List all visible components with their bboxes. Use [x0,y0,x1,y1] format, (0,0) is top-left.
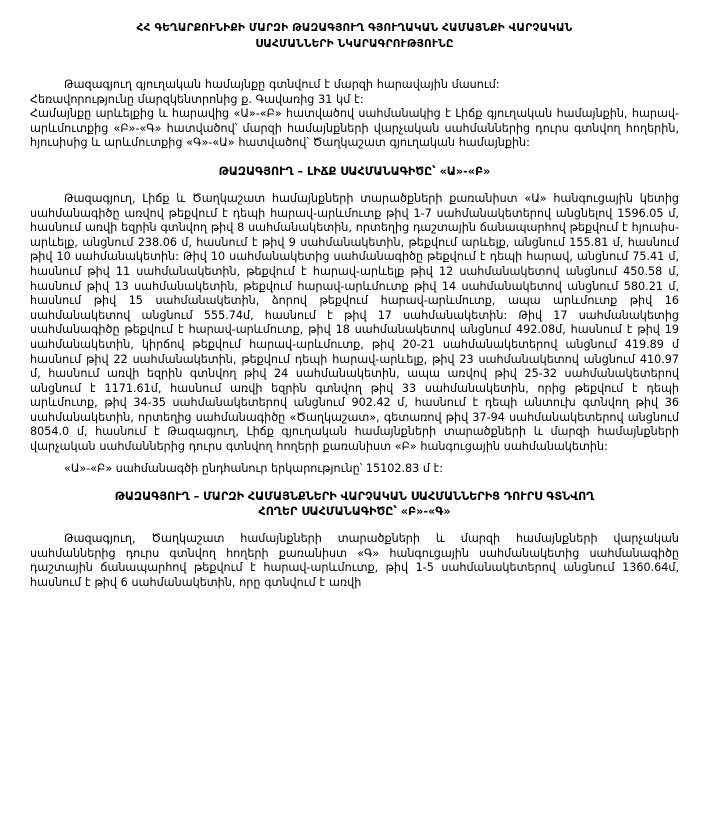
intro-paragraph-1: Թազագյուղ գյուղական համայնքը գտնվում է մարզի հարավային մասում: [64,78,500,91]
section-1-total-length: «Ա»-«Բ» սահմանագծի ընդհանուր երկարությունը՝ 15102.83 մ է: [64,461,444,475]
section-2-heading [30,489,679,519]
section1-heading-spacer-top [30,151,679,164]
section-2-paragraph: Թազագյուղ, Ծաղկաշատ համայնքների տարածքների և մարզի համայնքների վարչական սահմաններից դուրս գտնվող հողերի քառանիստ «Գ» հանգուցային սահմանակետից սահմանագիծը դաշտային ճանապարհով թեքվում է հարավ-արևմուտք, թիվ 1-5 սահմանակետերով անցնում 1360.64մ, հասնում է թիվ 6 սահմանակետին, որը գտնվում է առվի [30,532,679,590]
section-1-heading-line: ԹԱԶԱԳՅՈՒՂ – ԼԻՃՔ ՍԱՀՄԱՆԱԳԻԾԸ՝ «Ա»-«Բ» [218,164,491,178]
intro-paragraph-3: Համայնքը արևելքից և հարավից «Ա»-«Բ» հատվածով սահմանակից է Լիճք գյուղական համայնքին, հարավ-արևմուտքից «Բ»-«Գ» հատվածով՝ մարզի համայնքների վարչական սահմաններից դուրս գտնվող հողերին, հյուսիսից և արևմուտքից «Գ»-«Ա» հատվածով՝ Ծաղկաշատ գյուղական համայնքին: [30,107,679,150]
section-2-heading-line-1: ԹԱԶԱԳՅՈՒՂ – ՄԱՐԶԻ ՀԱՄԱՅՆՔՆԵՐԻ ՎԱՐՉԱԿԱՆ ՍԱՀՄԱՆՆԵՐԻՑ ԴՈՒՐՍ ԳՏՆՎՈՂ [114,490,595,504]
section-2-heading-line-2: ՀՈՂԵՐ ՍԱՀՄԱՆԱԳԻԾԸ՝ «Բ»-«Գ» [258,505,451,519]
intro-paragraph-2: Հեռավորությունը մարզկենտրոնից ք. Գավառից 31 կմ է: [30,92,364,106]
section2-heading-spacer-top [30,476,679,489]
section1-quote-spacer [30,455,679,462]
section-1-paragraph: Թազագյուղ, Լիճք և Ծաղկաշատ համայնքների տարածքների քառանիստ «Ա» հանգուցային կետից սահմանագիծը առվով թեքվում է դեպի հարավ-արևմուտք թիվ 1-7 սահմանակետերով անցնելով 1596.05 մ, հասնում առվի եզրին գտնվող թիվ 8 սահմանակետին, որտեղից դաշտային ճանապարհով թեքվում է հյուսիս-արևելք, անցնում 238.06 մ, հասնում է թիվ 9 սահմանակետին, թեքվում արևելք, անցնում 155.81 մ, հասնում թիվ 10 սահմանակետին: Թիվ 10 սահմանակետից սահմանագիծը թեքվում է դեպի հարավ, անցնում 75.41 մ, հասնում թիվ 11 սահմանակետին, թեքվում է հարավ-արևելք թիվ 12 սահմանակետով անցնում 450.58 մ, հասնում թիվ 13 սահմանակետին, թեքվում հարավ-արևմուտք թիվ 14 սահմանակետով անցնում 580.21 մ, հասնում թիվ 15 սահմանակետին, ձորով թեքվում հարավ-արևմուտք, ապա արևմուտք թիվ 16 սահմանակետով անցնում 555.74մ, հասնում է թիվ 17 սահմանակետին: Թիվ 17 սահմանակետից սահմանագիծը թեքվում է հարավ-արևմուտք, թիվ 18 սահմանակետով անցնում 492.08մ, հասնում է թիվ 19 սահմանակետին, կիրճով թեքվում հարավ-արևմուտք, թիվ 20-21 սահմանակետերով անցնում 419.89 մ հասնում թիվ 22 սահմանակետին, թեքվում դեպի հարավ-արևելք, թիվ 23 սահմանակետով անցնում 410.97 մ, հասնում առվի եզրին գտնվող թիվ 24 սահմանակետին, ապա առվով թիվ 25-32 սահմանակետերով անցնում է 1171.61մ, հասնում առվի եզրին գտնվող թիվ 33 սահմանակետին, որից թեքվում է դեպի արևմուտք, թիվ 34-35 սահմանակետերով անցնում 902.42 մ, հասնում է դեպի անտուխ գտնվող թիվ 36 սահմանակետին, որտեղից սահմանագիծը «Ծաղկաշատ», գետառով թիվ 37-94 սահմանակետերով անցնում 8054.0 մ, հասնում է Թազագյուղ, Լիճք գյուղական համայնքների տարածքների և մարզի համայնքների վարչական սահմաններից դուրս գտնվող հողերի քառանիստ «Բ» հանգուցային սահմանակետին: [30,191,679,454]
section2-heading-spacer-bottom [30,519,679,532]
title-spacer [30,52,679,78]
document-title-line-2: ՍԱՀՄԱՆՆԵՐԻ ՆԿԱՐԱԳՐՈՒԹՅՈՒՆԸ [255,38,454,50]
document-title [36,20,673,52]
document-title-line-1: ՀՀ ԳԵՂԱՐՔՈՒՆԻՔԻ ՄԱՐԶԻ ԹԱԶԱԳՅՈՒՂ ԳՅՈՒՂԱԿԱՆ ՀԱՄԱՅՆՔԻ ՎԱՐՉԱԿԱՆ [136,22,573,34]
section-1-heading [30,164,679,179]
section1-heading-spacer-bottom [30,179,679,192]
